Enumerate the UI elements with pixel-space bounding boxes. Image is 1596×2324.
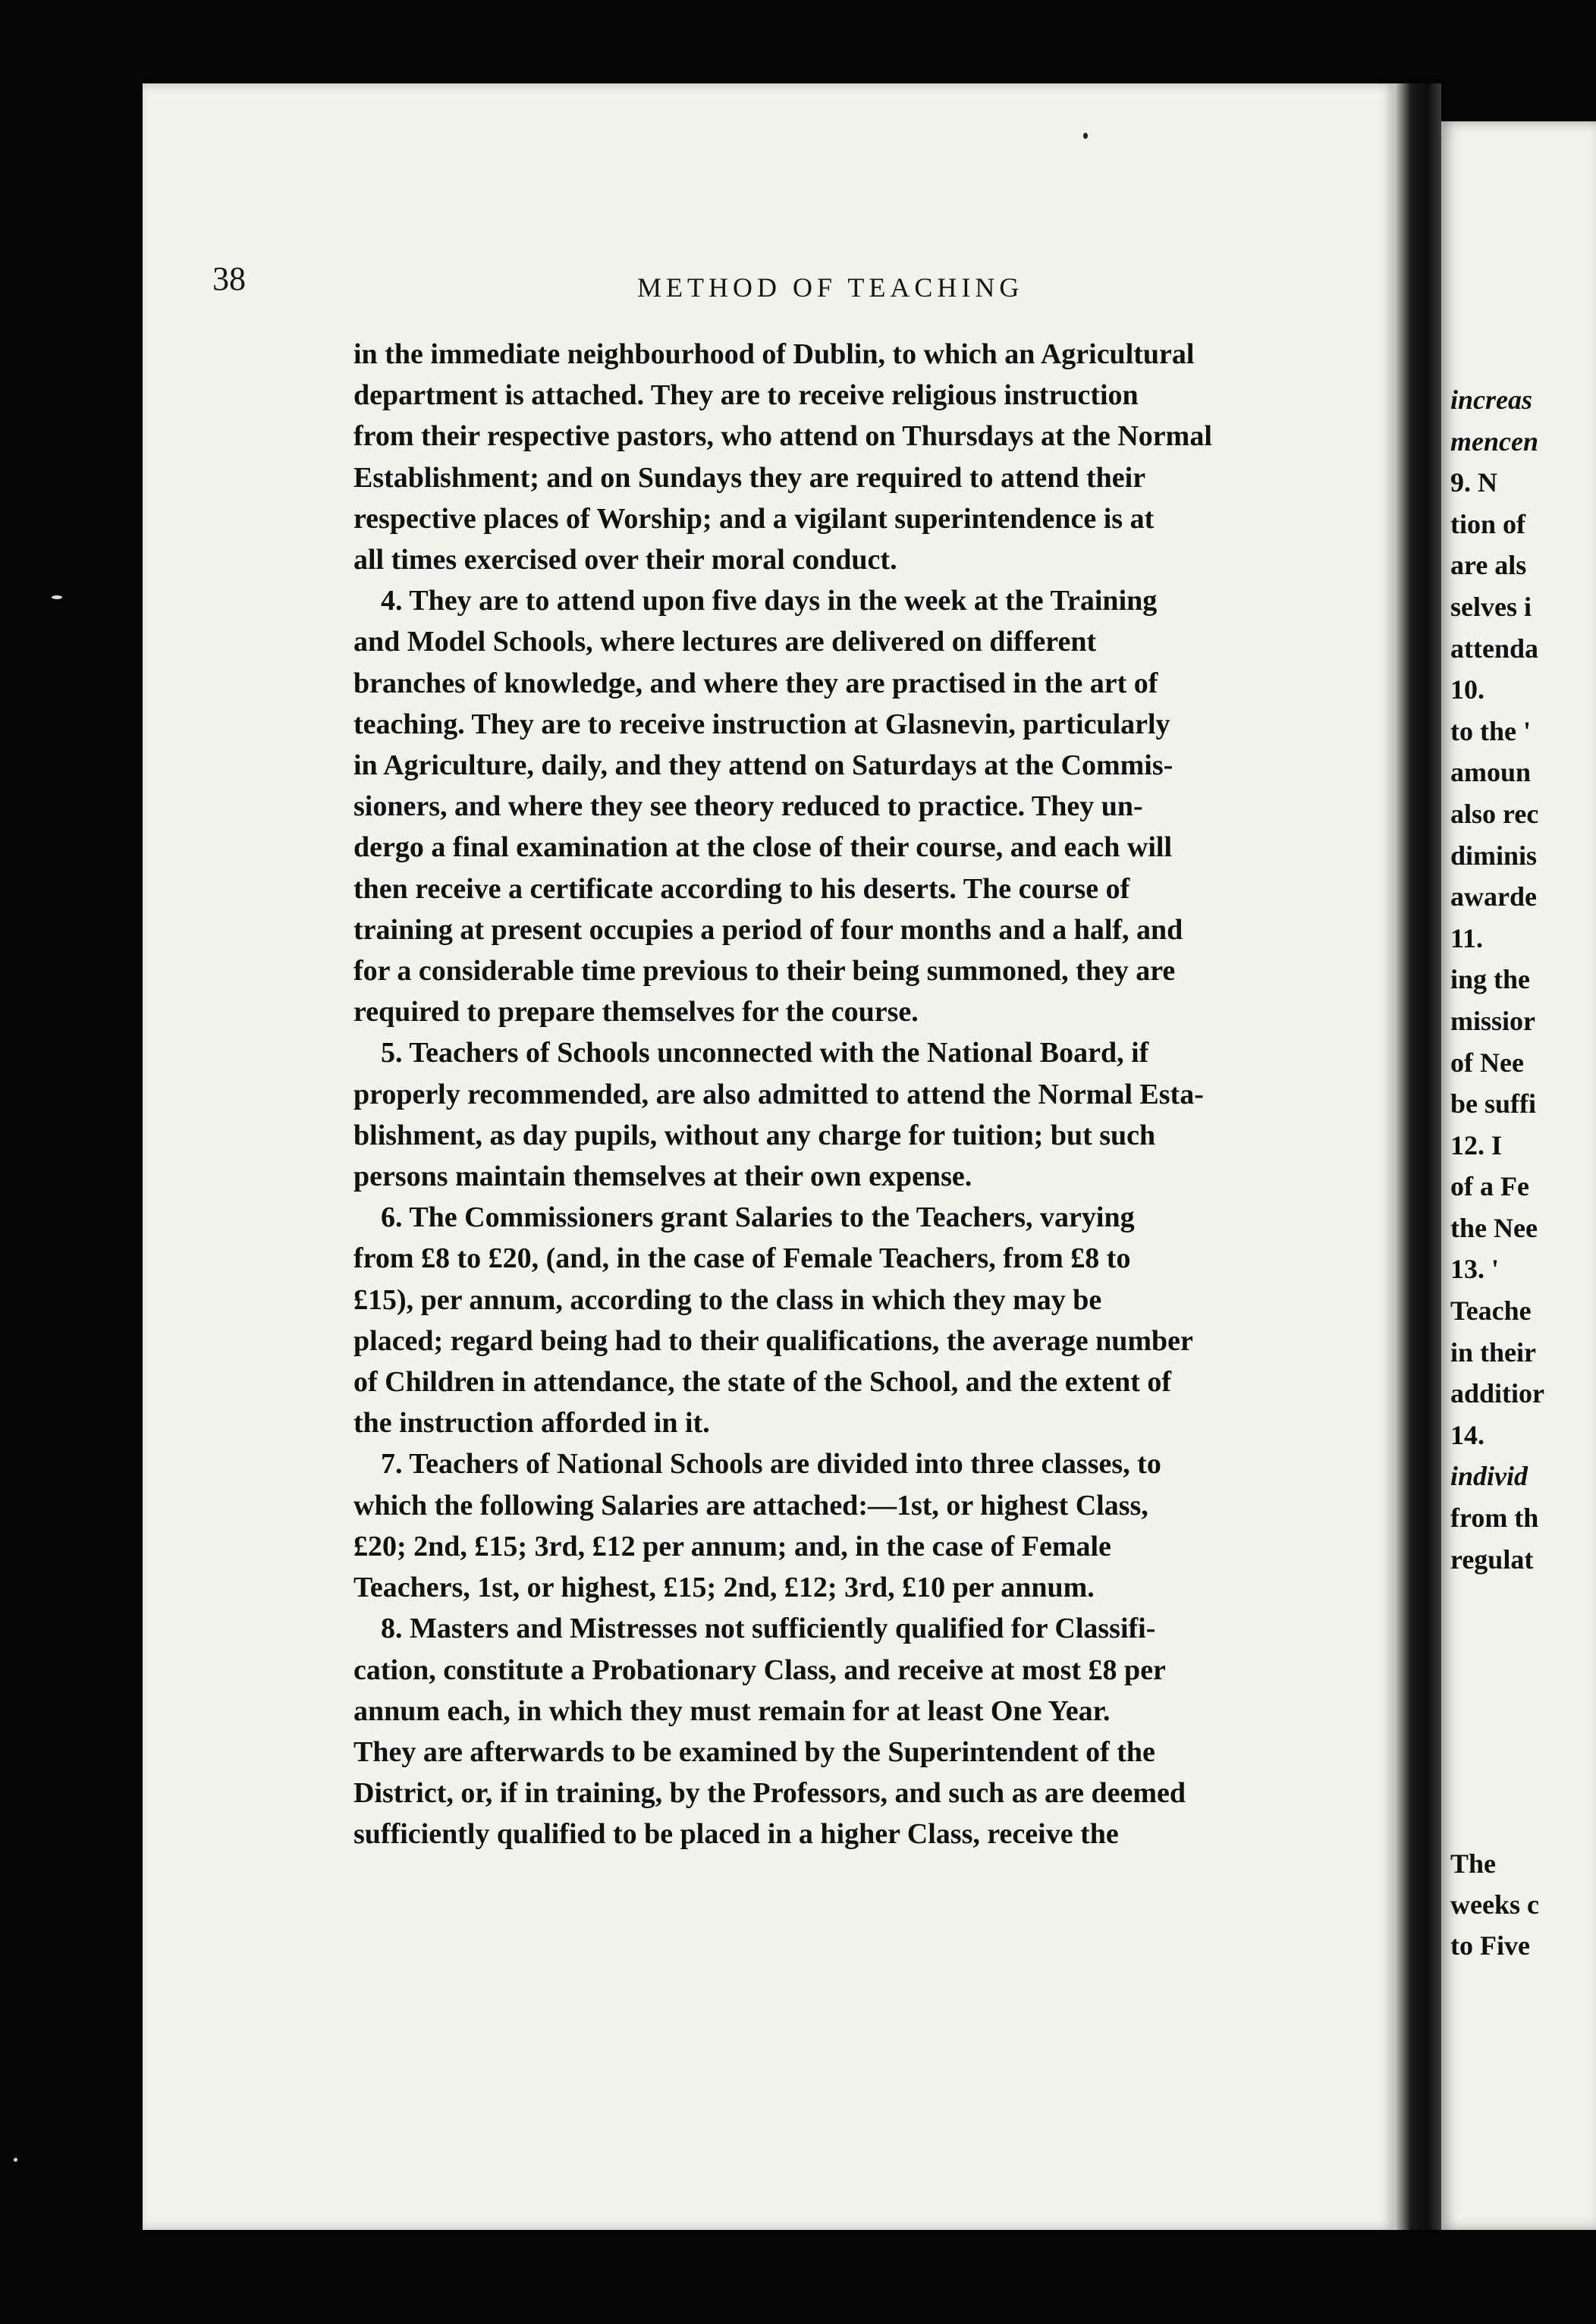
right-line: from th <box>1450 1503 1539 1534</box>
right-line: 9. N <box>1450 467 1497 498</box>
right-line: 13. ' <box>1450 1254 1500 1285</box>
text-line: Teachers, 1st, or highest, £15; 2nd, £12; 3rd, £10 per annum. <box>353 1572 1095 1604</box>
right-line: to the ' <box>1450 715 1531 746</box>
text-line: sioners, and where they see theory reduced to practice. They un- <box>353 790 1143 823</box>
page-body <box>353 334 1311 1855</box>
right-line: in their <box>1450 1336 1536 1368</box>
text-line: for a considerable time previous to their being summoned, they are <box>353 955 1176 988</box>
text-line: teaching. They are to receive instruction at Glasnevin, particularly <box>353 708 1170 740</box>
text-line: Establishment; and on Sundays they are required to attend their <box>353 461 1146 494</box>
right-line: of a Fe <box>1450 1171 1529 1202</box>
text-line: £20; 2nd, £15; 3rd, £12 per annum; and, in the case of Female <box>353 1530 1111 1562</box>
text-line: then receive a certificate according to his deserts. The course of <box>353 872 1130 905</box>
text-line: blishment, as day pupils, without any charge for tuition; but such <box>353 1119 1156 1151</box>
right-line: of Nee <box>1450 1047 1524 1078</box>
running-head: METHOD OF TEACHING <box>637 272 1024 303</box>
right-line: to Five <box>1450 1930 1530 1961</box>
text-line: annum each, in which they must remain for at least One Year. <box>353 1694 1111 1727</box>
text-line: £15), per annum, according to the class in which they may be <box>353 1283 1102 1316</box>
right-line: Teache <box>1450 1295 1532 1327</box>
text-line: department is attached. They are to receive religious instruction <box>353 379 1139 412</box>
right-line: also rec <box>1450 798 1539 829</box>
right-page-bottom-text <box>1450 1843 1596 1966</box>
text-line: dergo a final examination at the close of their course, and each will <box>353 831 1173 864</box>
right-line: missior <box>1450 1005 1535 1036</box>
text-line: from £8 to £20, (and, in the case of Female Teachers, from £8 to <box>353 1242 1131 1275</box>
text-line: cation, constitute a Probationary Class, and receive at most £8 per <box>353 1653 1166 1686</box>
right-line: selves i <box>1450 591 1532 622</box>
text-line: and Model Schools, where lectures are delivered on different <box>353 626 1097 658</box>
book-gutter <box>1394 83 1441 2230</box>
text-line: 8. Masters and Mistresses not sufficiently qualified for Classifi- <box>381 1613 1156 1645</box>
text-line: properly recommended, are also admitted to attend the Normal Esta- <box>353 1078 1204 1110</box>
right-line: awarde <box>1450 881 1537 912</box>
text-line: District, or, if in training, by the Professors, and such as are deemed <box>353 1777 1186 1810</box>
text-line: in Agriculture, daily, and they attend on Saturdays at the Commis- <box>353 749 1173 782</box>
right-line: ing the <box>1450 964 1531 995</box>
right-page <box>1441 121 1596 2230</box>
text-line: 7. Teachers of National Schools are divided into three classes, to <box>381 1448 1161 1481</box>
right-line: regulat <box>1450 1544 1534 1575</box>
text-line: the instruction afforded in it. <box>353 1407 710 1440</box>
text-line: of Children in attendance, the state of the School, and the extent of <box>353 1366 1172 1399</box>
right-line: 11. <box>1450 922 1484 953</box>
text-line: in the immediate neighbourhood of Dublin, to which an Agricultural <box>353 338 1195 370</box>
right-line: additior <box>1450 1378 1545 1409</box>
right-line: increas <box>1450 385 1532 415</box>
right-line: 12. I <box>1450 1129 1503 1160</box>
right-line: the Nee <box>1450 1212 1538 1243</box>
text-line: sufficiently qualified to be placed in a higher Class, receive the <box>353 1818 1119 1851</box>
right-line: individ <box>1450 1461 1528 1492</box>
right-line: mencen <box>1450 426 1538 457</box>
right-line: The <box>1450 1848 1497 1879</box>
text-line: 6. The Commissioners grant Salaries to the Teachers, varying <box>381 1201 1135 1234</box>
page-number: 38 <box>212 260 246 297</box>
right-line: be suffi <box>1450 1088 1537 1120</box>
scan-speck <box>52 595 62 599</box>
right-line: weeks c <box>1450 1889 1539 1920</box>
text-line: branches of knowledge, and where they are practised in the art of <box>353 667 1158 699</box>
scan-speck <box>14 2158 17 2162</box>
text-line: 5. Teachers of Schools unconnected with the National Board, if <box>381 1037 1149 1069</box>
right-line: attenda <box>1450 633 1538 664</box>
right-line: are als <box>1450 550 1527 581</box>
right-line: amoun <box>1450 757 1532 788</box>
text-line: all times exercised over their moral conduct. <box>353 544 897 576</box>
text-line: from their respective pastors, who attend on Thursdays at the Normal <box>353 420 1212 453</box>
text-line: They are afterwards to be examined by the Superintendent of the <box>353 1735 1155 1768</box>
right-line: 10. <box>1450 674 1484 705</box>
text-line: required to prepare themselves for the course. <box>353 996 919 1029</box>
right-page-text <box>1450 379 1596 1580</box>
right-line: diminis <box>1450 840 1538 871</box>
text-line: training at present occupies a period of four months and a half, and <box>353 913 1183 946</box>
text-line: which the following Salaries are attached:—1st, or highest Class, <box>353 1489 1148 1522</box>
text-line: 4. They are to attend upon five days in the week at the Training <box>381 585 1158 617</box>
right-line: 14. <box>1450 1419 1484 1450</box>
text-line: respective places of Worship; and a vigilant superintendence is at <box>353 502 1155 535</box>
text-line: placed; regard being had to their qualifications, the average number <box>353 1324 1193 1357</box>
page-header <box>212 259 1320 328</box>
right-line: tion of <box>1450 508 1525 539</box>
scan-speck <box>1083 133 1088 139</box>
text-line: persons maintain themselves at their own expense. <box>353 1160 972 1193</box>
